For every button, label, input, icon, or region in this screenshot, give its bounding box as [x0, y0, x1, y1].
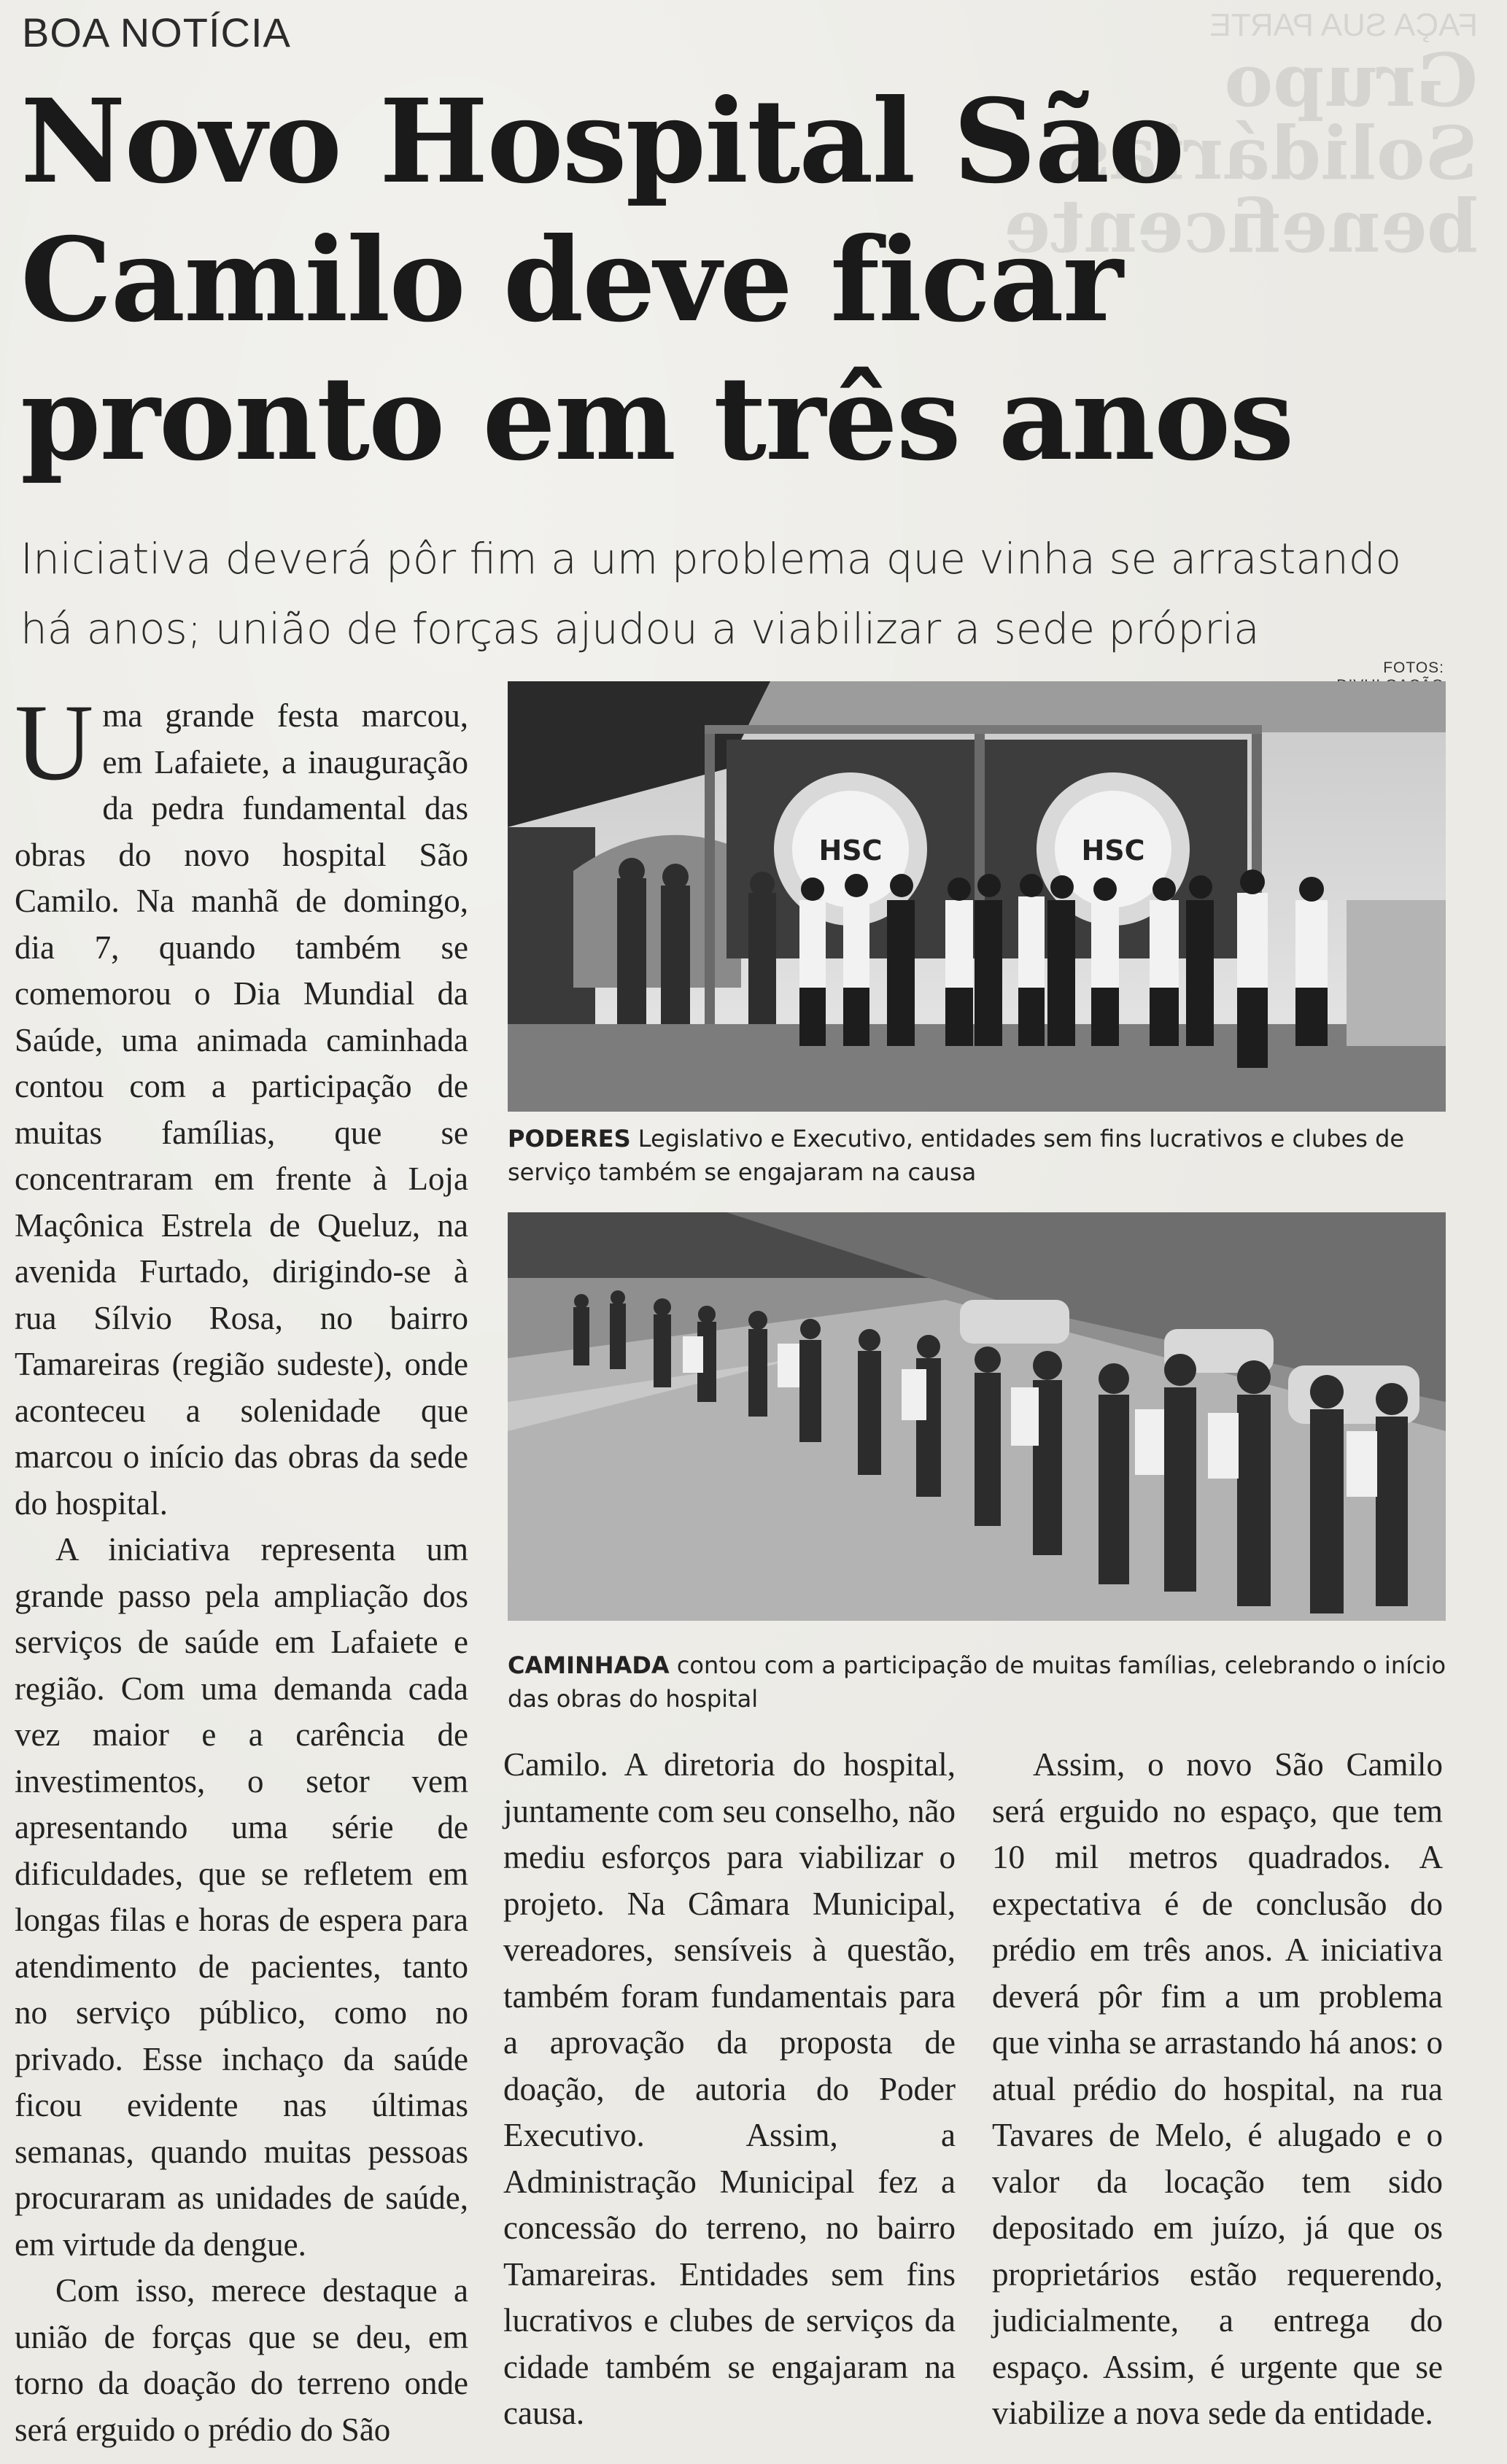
- article-column-1: [15, 682, 468, 2453]
- paragraph-5: Assim, o novo São Camilo será erguido no espaço, que tem 10 mil metros quadrados. A expectativa é de conclusão do prédio em três anos. A iniciativa deverá pôr fim a um problema que vinha se arrastando há anos: o atual prédio do hospital, na rua Tavares de Melo, é alugado e o valor da locação tem sido depositado em juízo, já que os proprietários estão requerendo, judicialmente, a entrega do espaço. Assim, é urgente que se viabilize a nova sede da entidade.: [992, 1746, 1443, 2431]
- paragraph-3: Com isso, merece destaque a união de forças que se deu, em torno da doação do terreno onde será erguido o prédio do São: [15, 2272, 468, 2448]
- photo-ceremony-caption: [508, 1122, 1449, 1189]
- paragraph-1: [15, 682, 468, 1527]
- photo-credit: FOTOS:: [1383, 659, 1444, 676]
- paragraph-4: Camilo. A diretoria do hospital, juntamente com seu conselho, não mediu esforços para viabilizar o projeto. Na Câmara Municipal, vereadores, sensíveis à questão, também foram fundamentais para a aprovação da proposta de doação, de autoria do Poder Executivo. Assim, a Administração Municipal fez a concessão do terreno, no bairro Tamareiras. Entidades sem fins lucrativos e clubes de serviços da cidade também se engajaram na causa.: [503, 1746, 956, 2431]
- headline-line-3: pronto em três anos: [20, 352, 1293, 487]
- photo-walk-caption: [508, 1649, 1449, 1716]
- caption-lead-1: PODERES: [508, 1125, 631, 1152]
- photo-walk: [508, 1212, 1446, 1621]
- photo-ceremony: [508, 681, 1446, 1112]
- headline-line-1: Novo Hospital São: [20, 74, 1184, 209]
- headline: [20, 73, 1304, 489]
- article-column-3: [992, 1742, 1443, 2437]
- section-label: BOA NOTÍCIA: [22, 9, 291, 55]
- headline-line-2: Camilo deve ficar: [20, 213, 1122, 348]
- caption-lead-2: CAMINHADA: [508, 1651, 670, 1679]
- caption-text-1: Legislativo e Executivo, entidades sem fins lucrativos e clubes de serviço também se engajaram na causa: [508, 1125, 1405, 1186]
- paragraph-2: A iniciativa representa um grande passo pela ampliação dos serviços de saúde em Lafaiete e região. Com uma demanda cada vez maior e a carência de investimentos, o setor vem apresentando uma série de dificuldades, que se refletem em longas filas e horas de espera para atendimento de pacientes, tanto no serviço público, como no privado. Esse inchaço da saúde ficou evidente nas últimas semanas, quando muitas pessoas procuraram as unidades de saúde, em virtude da dengue.: [15, 1531, 468, 2263]
- photo-walk-image: [508, 1212, 1446, 1621]
- banner-logo-right: HSC: [1081, 834, 1145, 867]
- photo-ceremony-image: [508, 681, 1446, 1112]
- subheadline: Iniciativa deverá pôr fim a um problema que vinha se arrastando há anos; união de forças ajudou a viabilizar a sede própria: [20, 534, 1402, 654]
- banner-logo-left: HSC: [818, 834, 883, 867]
- article-column-2: [503, 1742, 956, 2437]
- show-through-text: FAÇA SUA PARTE Grupo Solidárias beneficente: [1004, 7, 1478, 269]
- paragraph-1-text: ma grande festa marcou, em Lafaiete, a inauguração da pedra fundamental das obras do novo hospital São Camilo. Na manhã de domingo, dia 7, quando também se comemorou o Dia Mundial da Saúde, uma animada caminhada contou com a participação de muitas famílias, que se concentraram em frente à Loja Maçônica Estrela de Queluz, na avenida Furtado, dirigindo-se à rua Sílvio Rosa, no bairro Tamareiras (região sudeste), onde aconteceu a solenidade que marcou o início das obras da sede do hospital.: [15, 697, 468, 1522]
- drop-cap: U: [15, 682, 94, 803]
- caption-text-2: contou com a participação de muitas famílias, celebrando o início das obras do hospital: [508, 1651, 1446, 1713]
